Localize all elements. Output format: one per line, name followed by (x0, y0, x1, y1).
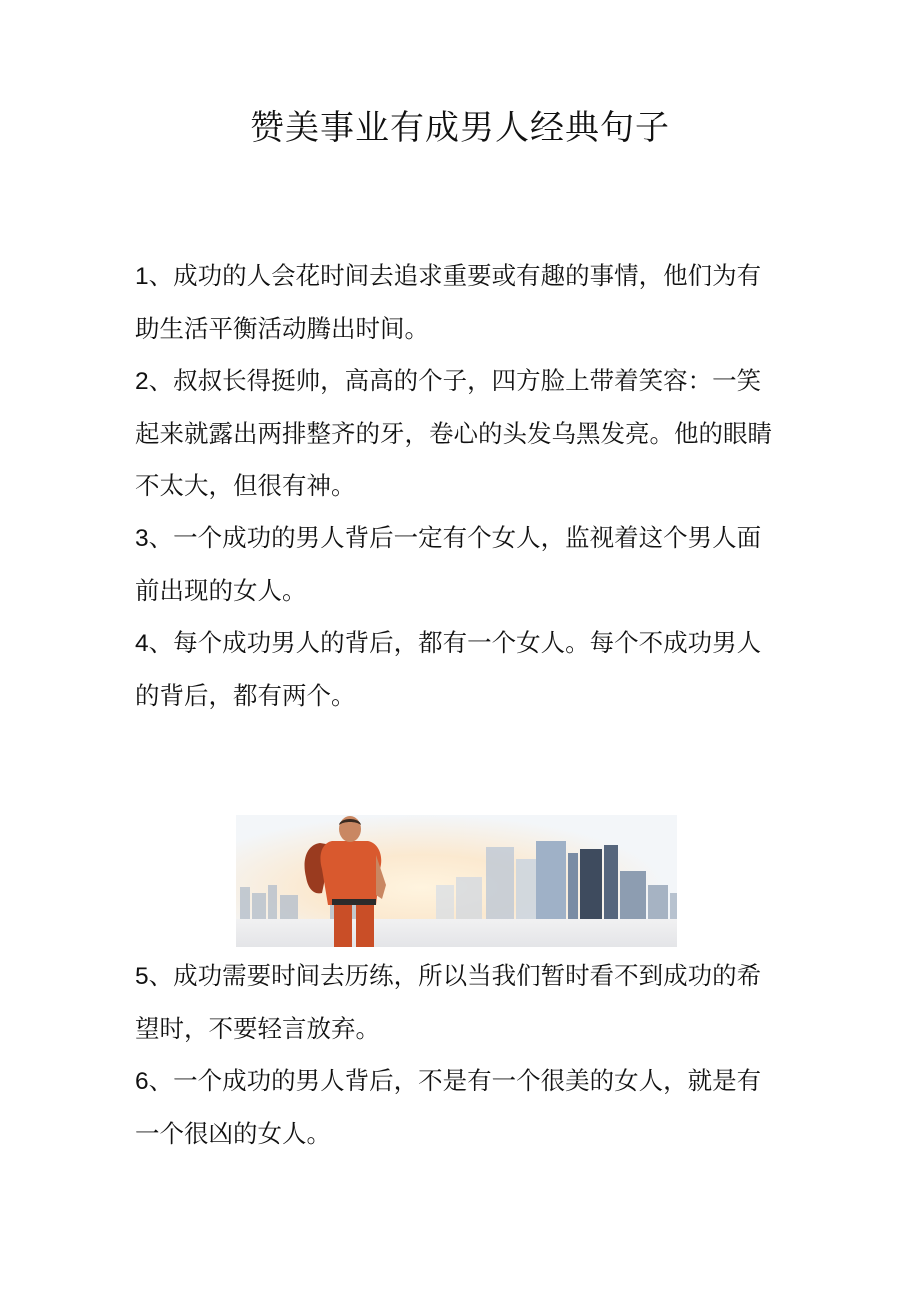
quote-3 (135, 512, 785, 617)
quote-2 (135, 355, 785, 512)
page-title: 赞美事业有成男人经典句子 (250, 108, 670, 148)
quote-number: 6 (135, 1068, 149, 1095)
quote-6 (135, 1055, 785, 1160)
ground (236, 919, 677, 947)
quote-list-top (135, 250, 785, 722)
quote-number: 2 (135, 368, 149, 395)
quote-1 (135, 250, 785, 355)
quote-number: 5 (135, 963, 149, 990)
quote-text: 、成功需要时间去历练，所以当我们暂时看不到成功的希望时，不要轻言放弃。 (135, 961, 762, 1043)
quote-number: 1 (135, 263, 149, 290)
quote-5 (135, 950, 785, 1055)
quote-list-bottom (135, 950, 785, 1160)
quote-number: 4 (135, 630, 149, 657)
businessman-skyline-image (236, 815, 677, 947)
quote-text: 、叔叔长得挺帅，高高的个子，四方脸上带着笑容：一笑起来就露出两排整齐的牙，卷心的头发乌黑发亮。他的眼睛不太大，但很有神。 (135, 366, 772, 500)
quote-text: 、一个成功的男人背后，不是有一个很美的女人，就是有一个很凶的女人。 (135, 1066, 762, 1148)
quote-4 (135, 617, 785, 722)
quote-text: 、每个成功男人的背后，都有一个女人。每个不成功男人的背后，都有两个。 (135, 628, 762, 710)
quote-number: 3 (135, 525, 149, 552)
quote-text: 、成功的人会花时间去追求重要或有趣的事情，他们为有助生活平衡活动腾出时间。 (135, 261, 762, 343)
quote-text: 、一个成功的男人背后一定有个女人，监视着这个男人面前出现的女人。 (135, 523, 762, 605)
